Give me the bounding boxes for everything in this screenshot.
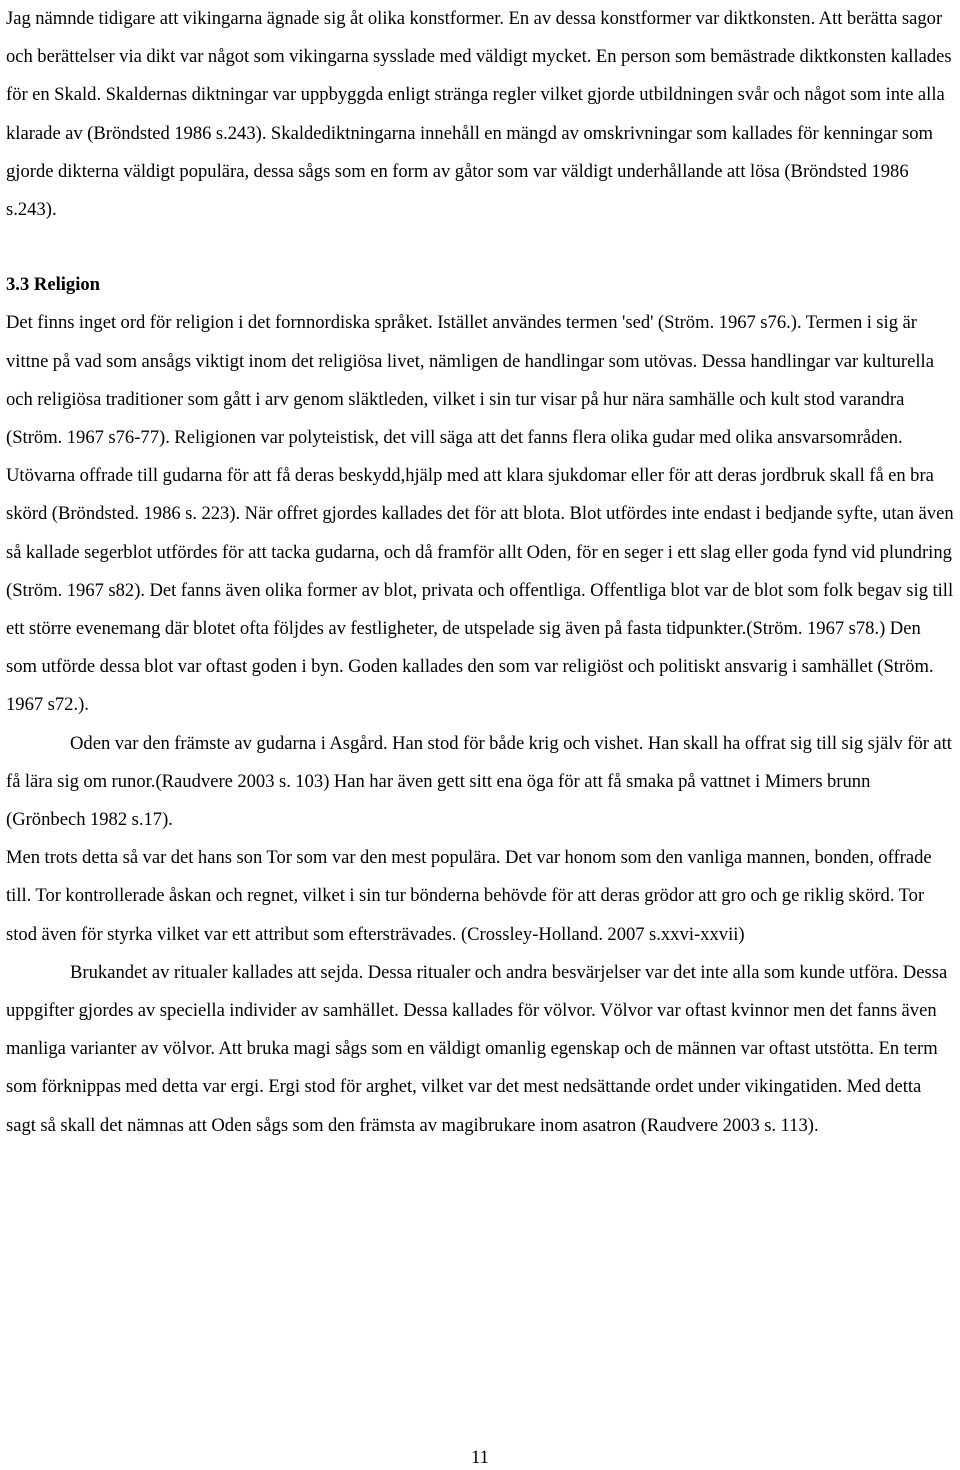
page-number: 11: [471, 1447, 489, 1468]
body-paragraph-sed: Det finns inget ord för religion i det fornnordiska språket. Istället användes termen 'sed' (Ström. 1967 s76.). Termen i sig är vittne på vad som ansågs viktigt inom det religiösa livet, nämligen de handlingar som utövas. Dessa handlingar var kulturella och religiösa traditioner som gått i arv genom släktleden, vilket i sin tur visar på hur nära samhälle och kult stod varandra (Ström. 1967 s76-77). Religionen var polyteistisk, det vill säga att det fanns flera olika gudar med olika ansvarsområden. Utövarna offrade till gudarna för att få deras beskydd,hjälp med att klara sjukdomar eller för att deras jordbruk skall få en bra skörd (Bröndsted. 1986 s. 223). När offret gjordes kallades det för att blota. Blot utfördes inte endast i bedjande syfte, utan även så kallade segerblot utfördes för att tacka gudarna, och då framför allt Oden, för en seger i ett slag eller goda fynd vid plundring (Ström. 1967 s82). Det fanns även olika former av blot, privata och offentliga. Offentliga blot var de blot som folk begav sig till ett större evenemang där blotet ofta följdes av festligheter, de utspelade sig även på fasta tidpunkter.(Ström. 1967 s78.) Den som utförde dessa blot var oftast goden i byn. Goden kallades den som var religiöst och politiskt ansvarig i samhället (Ström. 1967 s72.).: [6, 312, 954, 716]
section-heading-religion: 3.3 Religion: [6, 274, 101, 296]
body-paragraph-oden: Oden var den främste av gudarna i Asgård. Han stod för både krig och vishet. Han skall ha offrat sig till sig själv för att få lära sig om runor.(Raudvere 2003 s. 103) Han har även gett sitt ena öga för att få smaka på vattnet i Mimers brunn (Grönbech 1982 s.17).: [6, 732, 952, 831]
body-paragraph-skald: Jag nämnde tidigare att vikingarna ägnade sig åt olika konstformer. En av dessa konstformer var diktkonsten. Att berätta sagor och berättelser via dikt var något som vikingarna sysslade med väldigt mycket. En person som bemästrade diktkonsten kallades för en Skald. Skaldernas diktningar var uppbyggda enligt stränga regler vilket gjorde utbildningen svår och något som inte alla klarade av (Bröndsted 1986 s.243). Skaldediktningarna innehåll en mängd av omskrivningar som kallades för kenningar som gjorde dikterna väldigt populära, dessa sågs som en form av gåtor som var väldigt underhållande att lösa (Bröndsted 1986 s.243).: [6, 8, 952, 221]
body-paragraph-tor: Men trots detta så var det hans son Tor som var den mest populära. Det var honom som den vanliga mannen, bonden, offrade till. Tor kontrollerade åskan och regnet, vilket i sin tur bönderna behövde för att deras grödor att gro och ge riklig skörd. Tor stod även för styrka vilket var ett attribut som eftersträvades. (Crossley-Holland. 2007 s.xxvi-xxvii): [6, 847, 932, 945]
body-paragraph-sejd: Brukandet av ritualer kallades att sejda. Dessa ritualer och andra besvärjelser var det inte alla som kunde utföra. Dessa uppgifter gjordes av speciella individer av samhället. Dessa kallades för völvor. Völvor var oftast kvinnor men det fanns även manliga varianter av völvor. Att bruka magi sågs som en väldigt omanlig egenskap och de männen var oftast utstötta. En term som förknippas med detta var ergi. Ergi stod för arghet, vilket var det mest nedsättande ordet under vikingatiden. Med detta sagt så skall det nämnas att Oden sågs som den främsta av magibrukare inom asatron (Raudvere 2003 s. 113).: [6, 961, 948, 1136]
document-page: [6, 0, 954, 1145]
